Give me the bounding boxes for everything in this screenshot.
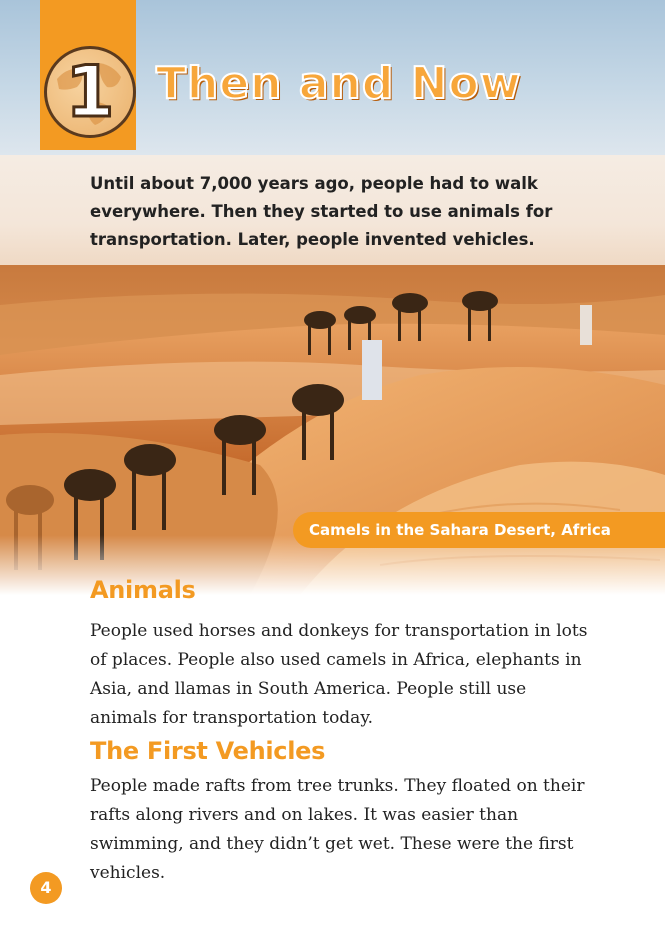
photo-caption: Camels in the Sahara Desert, Africa xyxy=(293,512,665,548)
section-heading-first-vehicles: The First Vehicles xyxy=(90,737,326,765)
chapter-number: 1 xyxy=(65,51,115,133)
page-title: Then and Now xyxy=(156,58,522,109)
page-number: 4 xyxy=(30,872,62,904)
chapter-badge xyxy=(44,46,136,138)
section-text-first-vehicles: People made rafts from tree trunks. They floated on their rafts along rivers and on lakes. It was easier than swimming, and they didn’t get wet. These were the first vehicles. xyxy=(90,776,585,883)
intro-text: Until about 7,000 years ago, people had to walk everywhere. Then they started to use animals for transportation. Later, people invented vehicles. xyxy=(90,174,553,249)
section-text-animals: People used horses and donkeys for transportation in lots of places. People also used camels in Africa, elephants in Asia, and llamas in South America. People still use animals for transportation today. xyxy=(90,621,588,728)
section-heading-animals: Animals xyxy=(90,576,196,604)
